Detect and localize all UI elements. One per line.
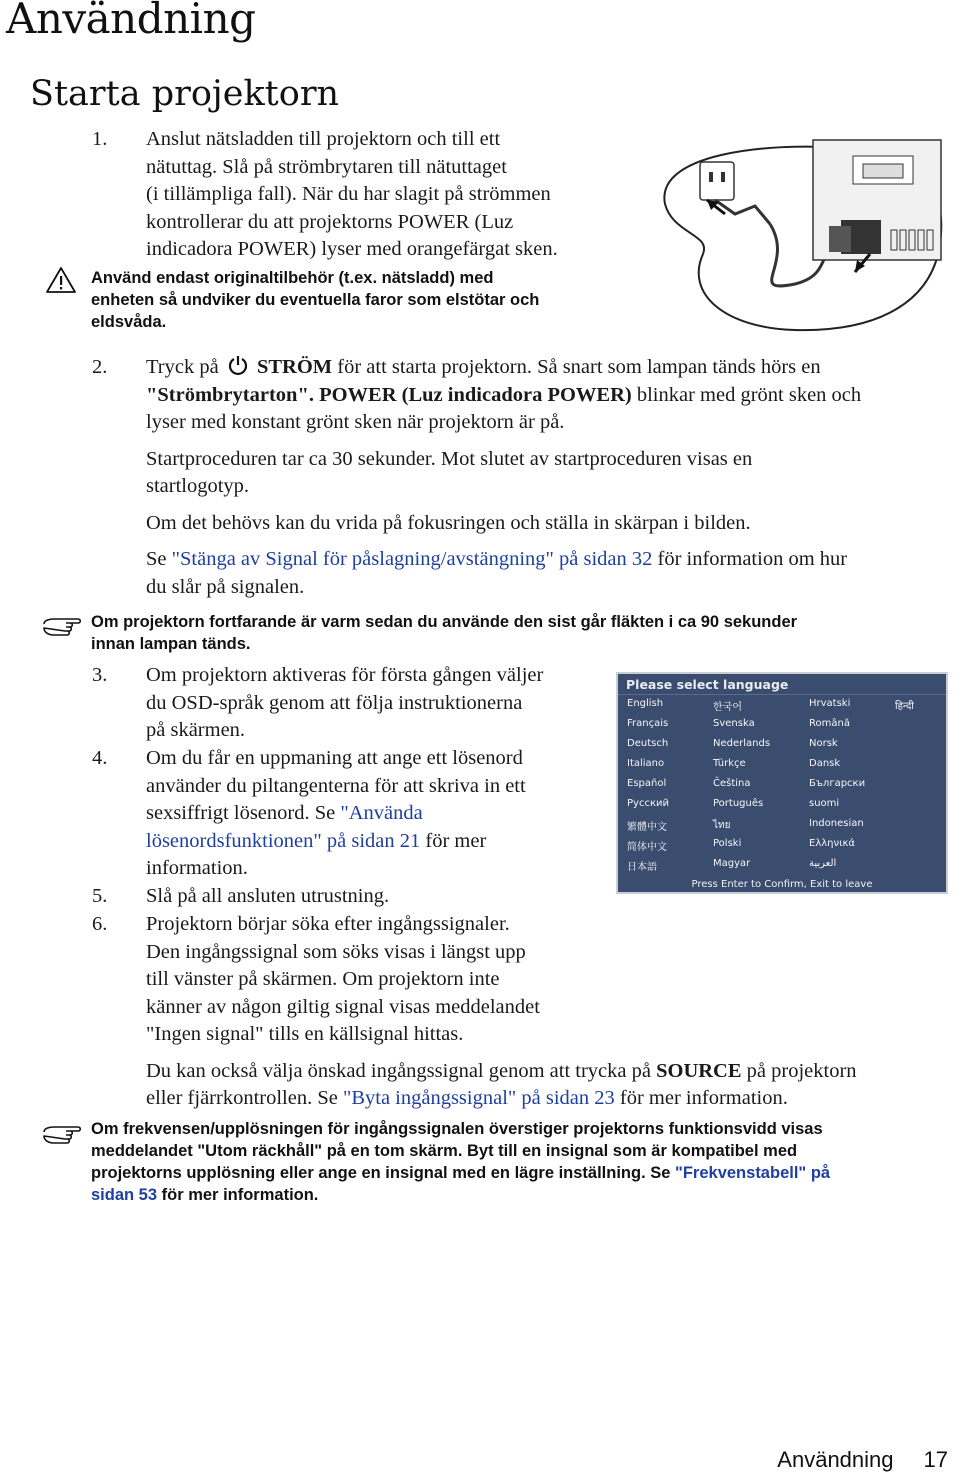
step-2-lead: Tryck på bbox=[146, 356, 219, 378]
language-row bbox=[618, 815, 946, 835]
language-option[interactable]: Português bbox=[713, 798, 764, 809]
step-3-text bbox=[146, 662, 606, 745]
step-2-line: lyser med konstant grönt sken när projektorn är på. bbox=[146, 411, 565, 433]
language-option[interactable]: 繁體中文 bbox=[627, 822, 667, 833]
password-lead: sexsiffrigt lösenord. Se bbox=[146, 802, 341, 824]
step-3-line: på skärmen. bbox=[146, 719, 246, 741]
language-option[interactable]: suomi bbox=[809, 798, 840, 809]
language-option[interactable]: Español bbox=[627, 778, 667, 789]
language-row bbox=[618, 775, 946, 795]
step-5-number: 5. bbox=[92, 885, 108, 907]
language-row bbox=[618, 715, 946, 735]
step-1-line: Anslut nätsladden till projektorn och till ett bbox=[146, 128, 501, 150]
warning-line: enheten så undviker du eventuella faror som elstötar och bbox=[91, 291, 540, 309]
step-3-line: du OSD-språk genom att följa instruktionerna bbox=[146, 691, 523, 714]
footer-label: Användning bbox=[777, 1447, 894, 1472]
language-option[interactable]: Français bbox=[627, 718, 669, 729]
focus-text: Om det behövs kan du vrida på fokusringen och ställa in skärpan i bilden. bbox=[146, 511, 751, 534]
power-cord-illustration bbox=[645, 134, 945, 334]
language-grid bbox=[618, 695, 946, 875]
step-4-line bbox=[146, 828, 606, 856]
language-option[interactable]: Norsk bbox=[809, 738, 838, 749]
source-lead: Du kan också välja önskad ingångssignal genom att trycka på bbox=[146, 1059, 657, 1082]
step-2-line bbox=[146, 354, 946, 382]
language-menu bbox=[616, 672, 948, 894]
step-6-text bbox=[146, 911, 946, 1113]
language-option[interactable]: Nederlands bbox=[713, 738, 771, 749]
note-line bbox=[91, 1162, 951, 1184]
language-option[interactable]: العربية bbox=[809, 858, 837, 869]
warning-text bbox=[91, 267, 631, 333]
frequency-table-link-part1[interactable]: "Frekvenstabell" på bbox=[675, 1164, 831, 1182]
step-1-line: (i tillämpliga fall). När du har slagit på strömmen bbox=[146, 183, 551, 205]
step-4-line bbox=[146, 800, 606, 828]
note-hand-icon bbox=[42, 1122, 84, 1148]
step-6-line bbox=[146, 1085, 946, 1113]
language-option[interactable]: Italiano bbox=[627, 758, 665, 769]
note-ref-tail: för mer information. bbox=[157, 1186, 319, 1204]
step-1-text bbox=[146, 126, 616, 264]
language-row bbox=[618, 755, 946, 775]
frequency-table-link-part2[interactable]: sidan 53 bbox=[91, 1186, 158, 1204]
input-signal-link[interactable]: "Byta ingångssignal" på sidan 23 bbox=[342, 1087, 615, 1109]
step-6-line: Den ingångssignal som söks visas i längst upp bbox=[146, 940, 526, 963]
language-option[interactable]: Indonesian bbox=[809, 818, 864, 829]
note-ref-lead: projektorns upplösning eller ange en insignal med en lägre inställning. Se bbox=[91, 1164, 676, 1182]
note-line: innan lampan tänds. bbox=[91, 635, 251, 653]
language-option[interactable]: ไทย bbox=[713, 820, 731, 831]
step-2-text bbox=[146, 354, 946, 601]
language-option[interactable]: Română bbox=[809, 718, 850, 729]
note-line bbox=[91, 1184, 951, 1206]
step-3-number: 3. bbox=[92, 664, 108, 686]
step-2-number: 2. bbox=[92, 356, 108, 378]
language-option[interactable]: Türkçe bbox=[713, 758, 746, 769]
step-1-line: nätuttag. Slå på strömbrytaren till nätuttaget bbox=[146, 155, 507, 178]
language-option[interactable]: Polski bbox=[713, 838, 742, 849]
language-option[interactable]: Русский bbox=[627, 798, 669, 809]
language-option[interactable]: हिन्दी bbox=[895, 701, 914, 712]
language-option[interactable]: Dansk bbox=[809, 758, 841, 769]
language-option[interactable]: Deutsch bbox=[627, 738, 669, 749]
chapter-title: Användning bbox=[6, 0, 256, 43]
power-indicator-label: POWER (Luz indicadora POWER) bbox=[319, 383, 632, 406]
source-key-label: SOURCE bbox=[656, 1059, 742, 1082]
signal-reference-text bbox=[146, 546, 946, 601]
step-2-line: du slår på signalen. bbox=[146, 575, 305, 598]
language-option[interactable]: Hrvatski bbox=[809, 698, 851, 709]
step-6-line bbox=[146, 1058, 946, 1086]
reference-lead: Se bbox=[146, 548, 172, 570]
step-4-text bbox=[146, 745, 606, 883]
note-hand-icon bbox=[42, 614, 84, 640]
source-text bbox=[146, 1058, 946, 1113]
note-resolution-text bbox=[91, 1118, 951, 1206]
section-title: Starta projektorn bbox=[30, 74, 340, 114]
source-ref-tail: för mer information. bbox=[614, 1087, 788, 1109]
step-6-line: till vänster på skärmen. Om projektorn inte bbox=[146, 968, 500, 990]
startup-tone-label: "Strömbrytarton". bbox=[146, 383, 314, 406]
language-row bbox=[618, 835, 946, 855]
warning-line: Använd endast originaltilbehör (t.ex. nätsladd) med bbox=[91, 269, 494, 287]
password-tail: för mer bbox=[420, 829, 487, 852]
step-6-line: "Ingen signal" tills en källsignal hittas. bbox=[146, 1023, 464, 1045]
step-2-line bbox=[146, 546, 946, 574]
language-option[interactable]: 简体中文 bbox=[627, 842, 667, 853]
step-4-number: 4. bbox=[92, 747, 108, 769]
language-row bbox=[618, 855, 946, 875]
page-number: 17 bbox=[923, 1447, 948, 1472]
step-6-number: 6. bbox=[92, 913, 108, 935]
language-option[interactable]: Svenska bbox=[713, 718, 755, 729]
step-1-number: 1. bbox=[92, 128, 108, 150]
language-row bbox=[618, 695, 946, 715]
step-2-line: Startproceduren tar ca 30 sekunder. Mot slutet av startproceduren visas en bbox=[146, 447, 753, 470]
language-menu-footer: Press Enter to Confirm, Exit to leave bbox=[691, 879, 873, 890]
step-1-line: kontrollerar du att projektorns POWER (Luz bbox=[146, 210, 514, 233]
source-tail: på projektorn bbox=[741, 1059, 857, 1082]
step-1-line: indicadora POWER) lyser med orangefärgat sken. bbox=[146, 238, 558, 260]
power-key-label: STRÖM bbox=[256, 356, 333, 378]
warning-line: eldsvåda. bbox=[91, 313, 167, 331]
language-option[interactable]: 日本語 bbox=[627, 862, 657, 873]
password-link-part1[interactable]: "Använda bbox=[340, 802, 423, 824]
language-option[interactable]: Ελληνικά bbox=[809, 838, 855, 849]
power-icon bbox=[227, 354, 249, 376]
note-line: meddelandet "Utom räckhåll" på en tom skärm. Byt till en insignal som är kompatibel med bbox=[91, 1142, 798, 1160]
note-fan-text bbox=[91, 611, 951, 655]
step-2-line: startlogotyp. bbox=[146, 475, 250, 497]
reference-tail: för information om hur bbox=[652, 548, 848, 570]
warning-icon bbox=[45, 265, 77, 295]
language-option[interactable]: Български bbox=[809, 778, 866, 789]
language-row bbox=[618, 795, 946, 815]
language-row bbox=[618, 735, 946, 755]
step-5-text: Slå på all ansluten utrustning. bbox=[146, 885, 390, 907]
signal-settings-link[interactable]: "Stänga av Signal för påslagning/avstängning" på sidan 32 bbox=[171, 548, 653, 570]
source-ref-lead: eller fjärrkontrollen. Se bbox=[146, 1087, 343, 1109]
language-option[interactable]: 한국어 bbox=[713, 702, 742, 713]
step-4-line: information. bbox=[146, 857, 248, 879]
step-6-line: känner av någon giltig signal visas meddelandet bbox=[146, 995, 540, 1018]
password-link-part2[interactable]: lösenordsfunktionen" på sidan 21 bbox=[146, 829, 421, 852]
step-2-line bbox=[146, 382, 946, 410]
step-4-line: Om du får en uppmaning att ange ett lösenord bbox=[146, 747, 523, 769]
step-6-line: Projektorn börjar söka efter ingångssignaler. bbox=[146, 913, 510, 935]
language-option[interactable]: English bbox=[627, 698, 664, 709]
note-line: Om projektorn fortfarande är varm sedan du använde den sist går fläkten i ca 90 sekunder bbox=[91, 613, 798, 631]
language-option[interactable]: Magyar bbox=[713, 858, 751, 869]
startup-duration-text bbox=[146, 446, 946, 501]
step-3-line: Om projektorn aktiveras för första gången väljer bbox=[146, 664, 544, 686]
step-4-line: använder du piltangenterna för att skriva in ett bbox=[146, 774, 526, 797]
note-line: Om frekvensen/upplösningen för ingångssignalen överstiger projektorns funktionsvidd visas bbox=[91, 1120, 823, 1138]
language-option[interactable]: Čeština bbox=[713, 778, 751, 789]
language-menu-title: Please select language bbox=[626, 677, 789, 692]
page-footer bbox=[777, 1447, 948, 1473]
step-2-line2-rest: blinkar med grönt sken och bbox=[636, 383, 862, 406]
step-2-line1-rest: för att starta projektorn. Så snart som lampan tänds hörs en bbox=[337, 356, 821, 378]
